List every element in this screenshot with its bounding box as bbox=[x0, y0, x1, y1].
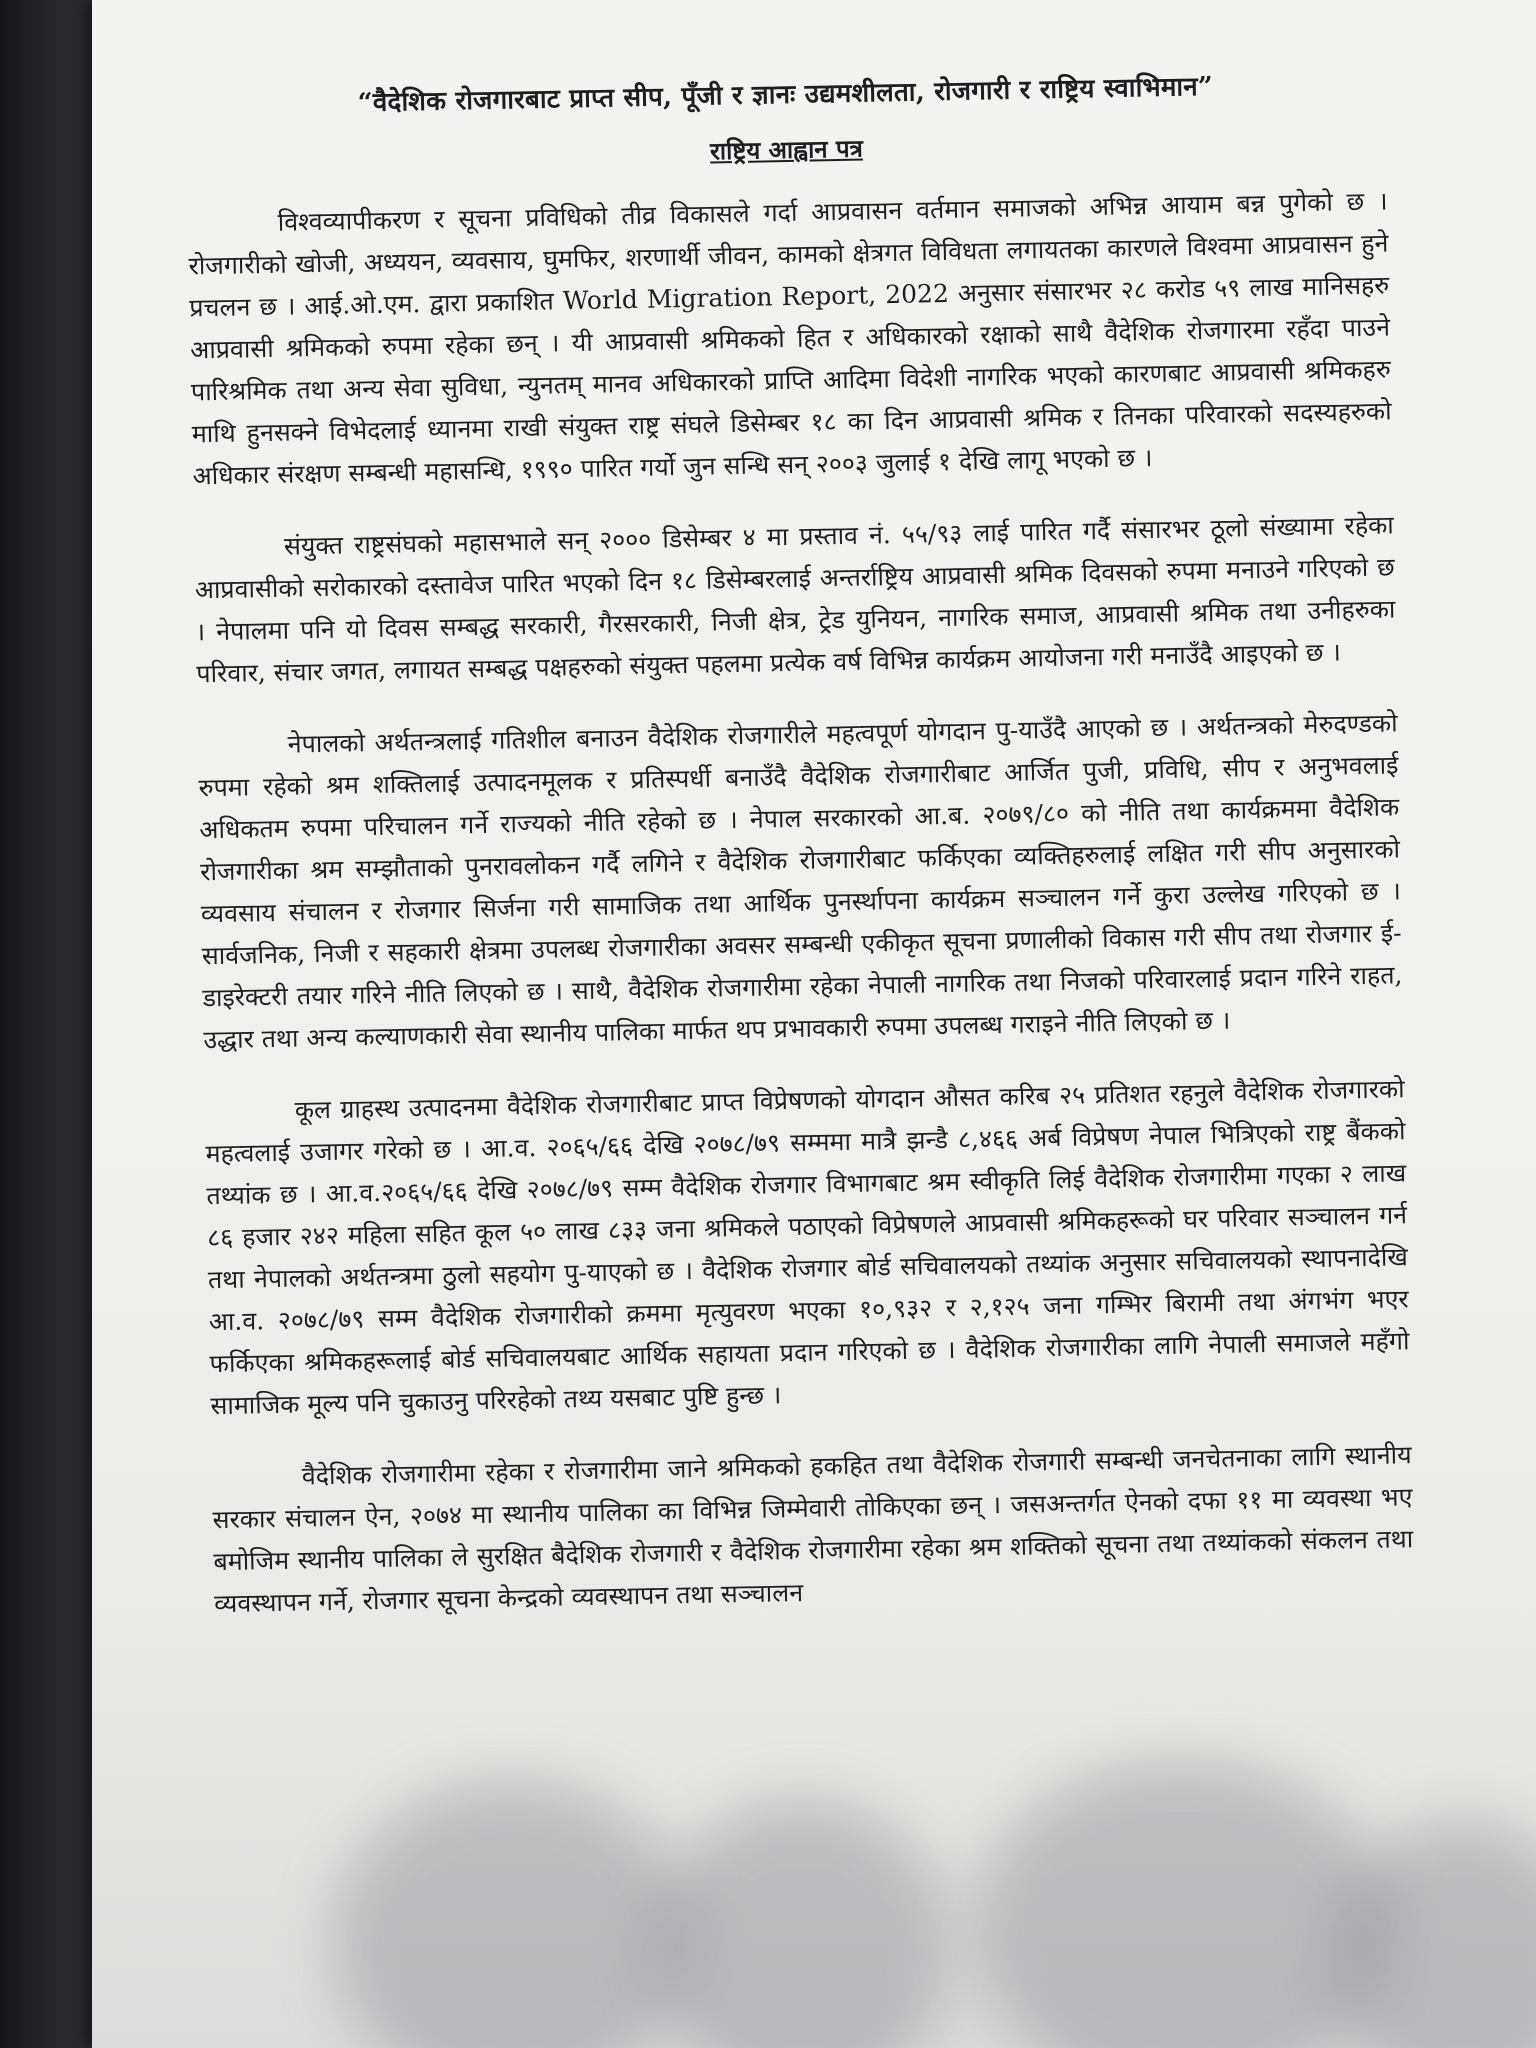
paragraph-4: कूल ग्राहस्थ उत्पादनमा वैदेशिक रोजगारीबाट प्राप्त विप्रेषणको योगदान औसत करिब २५ प्रतिशत रहनुले वैदेशिक रोजगारको महत्वलाई उजागर गरेको छ । आ.व. २०६५/६६ देखि २०७८/७९ सम्ममा मात्रै झन्डै ८,४६६ अर्ब विप्रेषण नेपाल भित्रिएको राष्ट्र बैंकको तथ्यांक छ । आ.व.२०६५/६६ देखि २०७८/७९ सम्म वैदेशिक रोजगार विभागबाट श्रम स्वीकृति लिई वैदेशिक रोजगारीमा गएका २ लाख ८६ हजार २४२ महिला सहित कूल ५० लाख ८३३ जना श्रमिकले पठाएको विप्रेषणले आप्रवासी श्रमिकहरूको घर परिवार सञ्चालन गर्न तथा नेपालको अर्थतन्त्रमा ठुलो सहयोग पु-याएको छ । वैदेशिक रोजगार बोर्ड सचिवालयको तथ्यांक अनुसार सचिवालयको स्थापनादेखि आ.व. २०७८/७९ सम्म वैदेशिक रोजगारीको क्रममा मृत्युवरण भएका १०,९३२ र २,१२५ जना गम्भिर बिरामी तथा अंगभंग भएर फर्किएका श्रमिकहरूलाई बोर्ड सचिवालयबाट आर्थिक सहायता प्रदान गरिएको छ । वैदेशिक रोजगारीका लागि नेपाली समाजले महँगो सामाजिक मूल्य पनि चुकाउनु परिरहेको तथ्य यसबाट पुष्टि हुन्छ । bbox=[205, 1074, 1410, 1421]
document-heading: “वैदेशिक रोजगारबाट प्राप्त सीप, पूँजी र ज्ञानः उद्यमशीलता, रोजगारी र राष्ट्रिय स्वाभिमान” bbox=[357, 71, 1214, 119]
document-subheading: राष्ट्रिय आह्वान पत्र bbox=[709, 133, 864, 166]
hand-shadow bbox=[652, 1800, 952, 2048]
paragraph-5: वैदेशिक रोजगारीमा रहेका र रोजगारीमा जाने श्रमिकको हकहित तथा वैदेशिक रोजगारी सम्बन्धी जनचेतनाका लागि स्थानीय सरकार संचालन ऐन, २०७४ मा स्थानीय पालिका का विभिन्न जिम्मेवारी तोकिएका छन् । जसअन्तर्गत ऐनको दफा ११ मा व्यवस्था भए बमोजिम स्थानीय पालिका ले सुरक्षित बैदेशिक रोजगारी र वैदेशिक रोजगारीमा रहेका श्रम शक्तिको सूचना तथा तथ्यांकको संकलन तथा व्यवस्थापन गर्ने, रोजगार सूचना केन्द्रको व्यवस्थापन तथा सञ्चालन bbox=[212, 1440, 1414, 1619]
paragraph-2: संयुक्त राष्ट्रसंघको महासभाले सन् २००० डिसेम्बर ४ मा प्रस्ताव नं. ५५/९३ लाई पारित गर्दै संसारभर ठूलो संख्यामा रहेका आप्रवासीको सरोकारको दस्तावेज पारित भएको दिन १८ डिसेम्बरलाई अन्तर्राष्ट्रिय आप्रवासी श्रमिक दिवसको रुपमा मनाउने गरिएको छ । नेपालमा पनि यो दिवस सम्बद्ध सरकारी, गैरसरकारी, निजी क्षेत्र, ट्रेड युनियन, नागरिक समाज, आप्रवासी श्रमिक तथा उनीहरुका परिवार, संचार जगत, लगायत सम्बद्ध पक्षहरुको संयुक्त पहलमा प्रत्येक वर्ष विभिन्न कार्यक्रम आयोजना गरी मनाउँदै आइएको छ । bbox=[194, 510, 1396, 689]
document-content bbox=[185, 63, 1415, 1655]
hand-shadow bbox=[332, 1780, 692, 2048]
paragraph-3: नेपालको अर्थतन्त्रलाई गतिशील बनाउन वैदेशिक रोजगारीले महत्वपूर्ण योगदान पु-याउँदै आएको छ । अर्थतन्त्रको मेरुदण्डको रुपमा रहेको श्रम शक्तिलाई उत्पादनमूलक र प्रतिस्पर्धी बनाउँदै वैदेशिक रोजगारीबाट आर्जित पुजी, प्रविधि, सीप र अनुभवलाई अधिकतम रुपमा परिचालन गर्ने राज्यको नीति रहेको छ । नेपाल सरकारको आ.ब. २०७९/८० को नीति तथा कार्यक्रममा वैदेशिक रोजगारीका श्रम सम्झौताको पुनरावलोकन गर्दै लगिने र वैदेशिक रोजगारीबाट फर्किएका व्यक्तिहरुलाई लक्षित गरी सीप अनुसारको व्यवसाय संचालन र रोजगार सिर्जना गरी सामाजिक तथा आर्थिक पुनर्स्थापना कार्यक्रम सञ्चालन गर्ने कुरा उल्लेख गरिएको छ । सार्वजनिक, निजी र सहकारी क्षेत्रमा उपलब्ध रोजगारीका अवसर सम्बन्धी एकीकृत सूचना प्रणालीको विकास गरी सीप तथा रोजगार ई-डाइरेक्टरी तयार गरिने नीति लिएको छ । साथै, वैदेशिक रोजगारीमा रहेका नेपाली नागरिक तथा निजको परिवारलाई प्रदान गरिने राहत, उद्धार तथा अन्य कल्याणकारी सेवा स्थानीय पालिका मार्फत थप प्रभावकारी रुपमा उपलब्ध गराइने नीति लिएको छ । bbox=[198, 708, 1403, 1055]
paragraph-1: विश्वव्यापीकरण र सूचना प्रविधिको तीव्र विकासले गर्दा आप्रवासन वर्तमान समाजको अभिन्न आयाम बन्न पुगेको छ । रोजगारीको खोजी, अध्ययन, व्यवसाय, घुमफिर, शरणार्थी जीवन, कामको क्षेत्रगत विविधता लगायतका कारणले विश्वमा आप्रवासन हुने प्रचलन छ । आई.ओ.एम. द्वारा प्रकाशित World Migration Report, 2022 अनुसार संसारभर २८ करोड ५९ लाख मानिसहरु आप्रवासी श्रमिकको रुपमा रहेका छन् । यी आप्रवासी श्रमिकको हित र अधिकारको रक्षाको साथै वैदेशिक रोजगारमा रहँदा पाउने पारिश्रमिक तथा अन्य सेवा सुविधा, न्युनतम् मानव अधिकारको प्राप्ति आदिमा विदेशी नागरिक भएको कारणबाट आप्रवासी श्रमिकहरु माथि हुनसक्ने विभेदलाई ध्यानमा राखी संयुक्त राष्ट्र संघले डिसेम्बर १८ का दिन आप्रवासी श्रमिक र तिनका परिवारको सदस्यहरुको अधिकार संरक्षण सम्बन्धी महासन्धि, १९९० पारित गर्यो जुन सन्धि सन् २००३ जुलाई १ देखि लागू भएको छ । bbox=[188, 186, 1392, 491]
hand-shadow bbox=[972, 1760, 1392, 2048]
